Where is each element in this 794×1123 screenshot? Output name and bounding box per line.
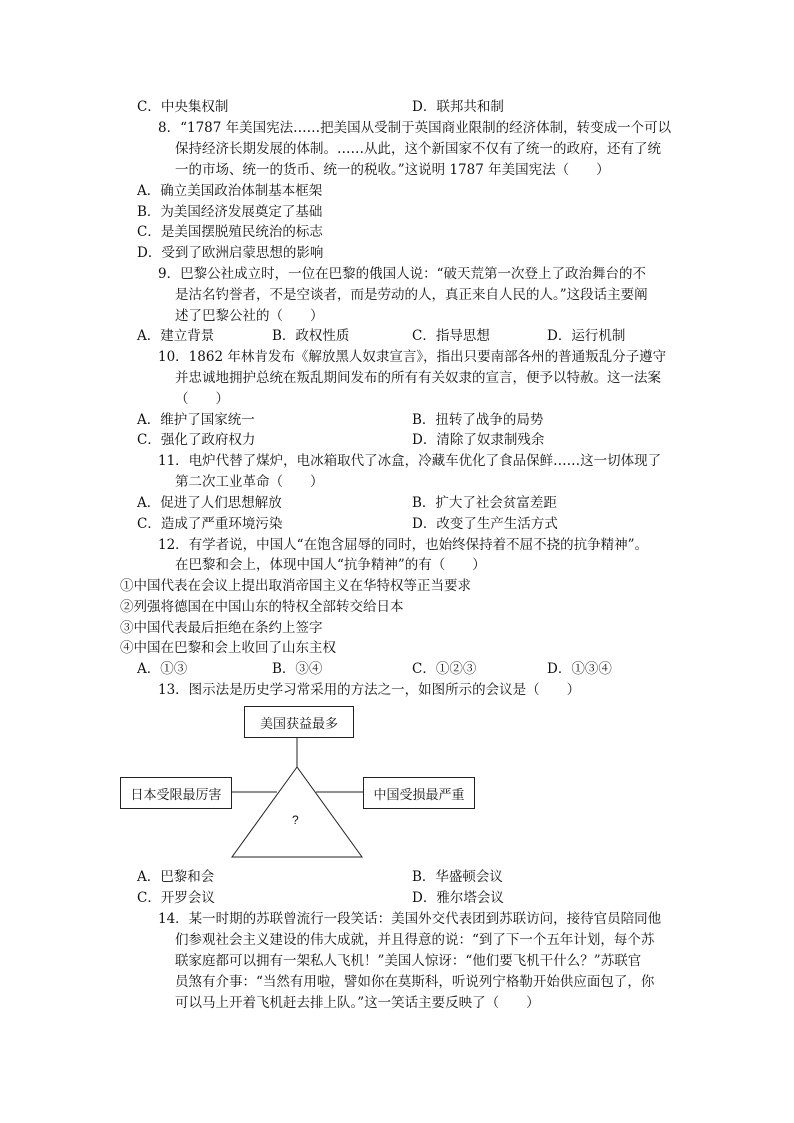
- q12-item-4: ④中国在巴黎和会上收回了山东主权: [120, 640, 336, 656]
- q9-stem-line-3: 述了巴黎公社的（ ）: [175, 308, 324, 324]
- q8-stem-line-2: 保持经济长期发展的体制。……从此，这个新国家不仅有了统一的政府，还有了统: [175, 141, 661, 157]
- q8-option-d: D．受到了欧洲启蒙思想的影响: [137, 245, 324, 261]
- q12-option-b: B．③④: [272, 661, 323, 677]
- q9-option-b: B．政权性质: [272, 328, 350, 344]
- q12-stem-line-1: 12．有学者说，中国人“在饱含屈辱的同时，也始终保持着不屈不挠的抗争精神”。: [158, 537, 648, 553]
- q11-stem-line-1: 11．电炉代替了煤炉，电冰箱取代了冰盒，冷藏车优化了食品保鲜……这一切体现了: [158, 453, 662, 469]
- q11-option-a: A．促进了人们思想解放: [137, 495, 282, 511]
- q14-stem-line-3: 联家庭都可以拥有一架私人飞机！”美国人惊讶：“他们要飞机干什么？”苏联官: [175, 953, 642, 969]
- q10-option-b: B．扭转了战争的局势: [412, 412, 544, 428]
- q10-stem-line-2: 并忠诚地拥护总统在叛乱期间发布的所有有关奴隶的宣言，便予以特赦。这一法案: [175, 370, 661, 386]
- q8-stem-line-3: 一的市场、统一的货币、统一的税收。”这说明 1787 年美国宪法（ ）: [175, 162, 610, 178]
- q14-stem-line-5: 可以马上开着飞机赶去排上队。”这一笑话主要反映了（ ）: [175, 995, 540, 1011]
- q8-option-c: C．是美国摆脱殖民统治的标志: [137, 224, 323, 240]
- q11-option-b: B．扩大了社会贫富差距: [412, 495, 557, 511]
- q13-stem: 13．图示法是历史学习常采用的方法之一，如图所示的会议是（ ）: [158, 682, 581, 698]
- q8-option-b: B．为美国经济发展奠定了基础: [137, 204, 323, 220]
- q7-option-d: D．联邦共和制: [412, 99, 504, 115]
- q11-stem-line-2: 第二次工业革命（ ）: [175, 474, 324, 490]
- q14-stem-line-4: 员煞有介事：“当然有用啦，譬如你在莫斯科，听说列宁格勒开始供应面包了，你: [175, 974, 655, 990]
- q13-option-a: A．巴黎和会: [137, 869, 215, 885]
- diagram-box-right: 中国受损最严重: [363, 777, 475, 809]
- q10-stem-line-1: 10．1862 年林肯发布《解放黑人奴隶宣言》，指出只要南部各州的普通叛乱分子遵守: [158, 349, 667, 365]
- q10-stem-line-3: （ ）: [175, 391, 229, 407]
- diagram-box-left: 日本受限最厉害: [120, 777, 232, 809]
- q14-stem-line-1: 14．某一时期的苏联曾流行一段笑话：美国外交代表团到苏联访问，接待官员陪同他: [158, 911, 662, 927]
- q8-stem-line-1: 8．“1787 年美国宪法……把美国从受制于英国商业限制的经济体制，转变成一个可以: [158, 120, 672, 136]
- q9-option-d: D．运行机制: [547, 328, 626, 344]
- q9-stem-line-1: 9．巴黎公社成立时，一位在巴黎的俄国人说：“破天荒第一次登上了政治舞台的不: [158, 266, 646, 282]
- diagram-center-question: ?: [292, 813, 299, 827]
- q13-option-b: B．华盛顿会议: [412, 869, 503, 885]
- q12-item-3: ③中国代表最后拒绝在条约上签字: [120, 620, 323, 636]
- q12-stem-line-2: 在巴黎和会上，体现中国人“抗争精神”的有（ ）: [175, 557, 486, 573]
- q11-option-d: D．改变了生产生活方式: [412, 516, 558, 532]
- q12-item-2: ②列强将德国在中国山东的特权全部转交给日本: [120, 599, 404, 615]
- q10-option-d: D．清除了奴隶制残余: [412, 432, 545, 448]
- diagram-box-top: 美国获益最多: [244, 706, 354, 738]
- q9-stem-line-2: 是沽名钓誉者，不是空谈者，而是劳动的人，真正来自人民的人。”这段话主要阐: [175, 287, 648, 303]
- q12-option-d: D．①③④: [547, 661, 612, 677]
- q10-option-a: A．维护了国家统一: [137, 412, 255, 428]
- q7-option-c: C．中央集权制: [137, 99, 229, 115]
- q12-item-1: ①中国代表在会议上提出取消帝国主义在华特权等正当要求: [120, 578, 471, 594]
- q14-stem-line-2: 们参观社会主义建设的伟大成就，并且得意的说：“到了下一个五年计划，每个苏: [175, 932, 655, 948]
- q11-option-c: C．造成了严重环境污染: [137, 516, 283, 532]
- q12-option-a: A．①③: [137, 661, 188, 677]
- q9-option-a: A．建立背景: [137, 328, 215, 344]
- q9-option-c: C．指导思想: [412, 328, 490, 344]
- q13-option-d: D．雅尔塔会议: [412, 890, 504, 906]
- q12-option-c: C．①②③: [412, 661, 477, 677]
- q8-option-a: A．确立美国政治体制基本框架: [137, 183, 323, 199]
- q10-option-c: C．强化了政府权力: [137, 432, 256, 448]
- q13-option-c: C．开罗会议: [137, 890, 215, 906]
